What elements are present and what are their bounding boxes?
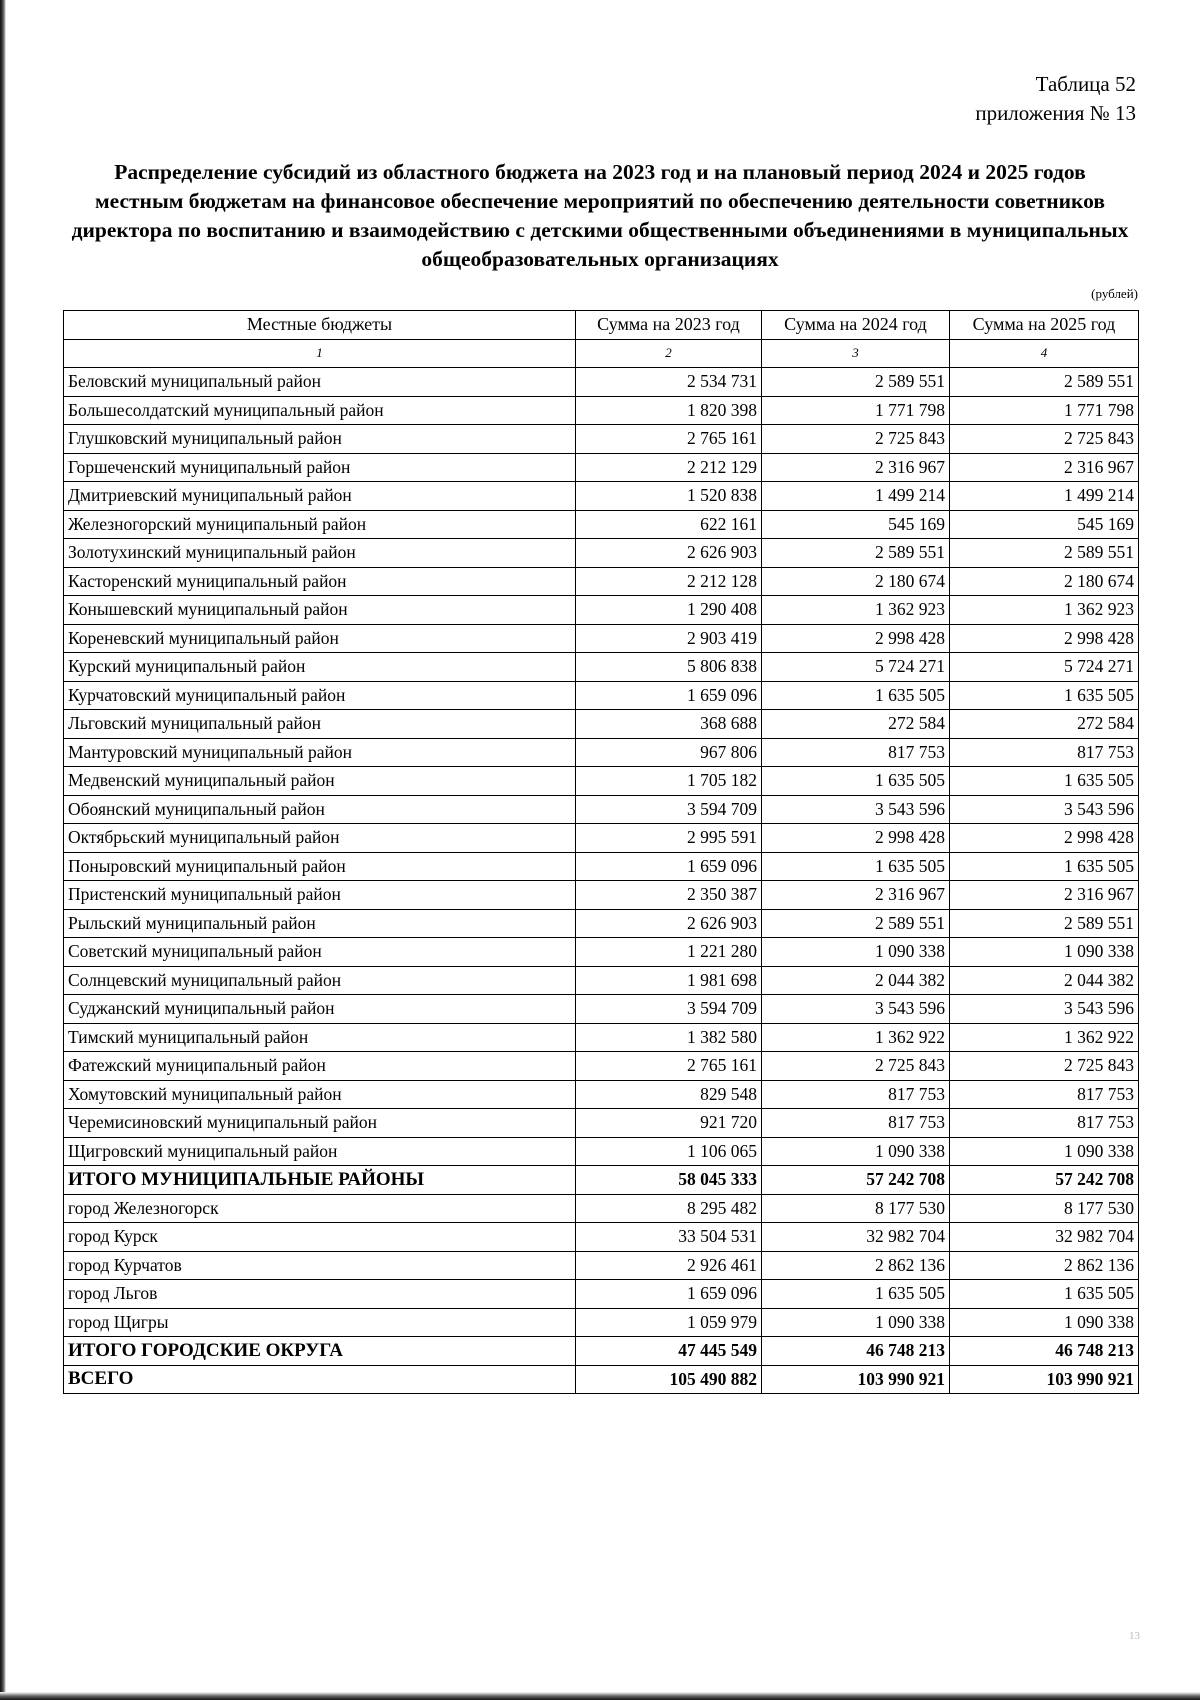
budget-name-cell: ИТОГО ГОРОДСКИЕ ОКРУГА — [64, 1337, 576, 1366]
amount-2024-cell: 103 990 921 — [762, 1365, 950, 1394]
amount-2025-cell: 2 316 967 — [950, 881, 1139, 910]
budget-name-cell: Поныровский муниципальный район — [64, 852, 576, 881]
amount-2024-cell: 1 635 505 — [762, 852, 950, 881]
budget-name-cell: ИТОГО МУНИЦИПАЛЬНЫЕ РАЙОНЫ — [64, 1166, 576, 1195]
column-header-2025: Сумма на 2025 год — [950, 311, 1139, 340]
amount-2023-cell: 2 765 161 — [576, 425, 762, 454]
table-row — [64, 1280, 1139, 1309]
header-row — [64, 311, 1139, 340]
amount-2025-cell: 272 584 — [950, 710, 1139, 739]
table-row — [64, 453, 1139, 482]
amount-2025-cell: 2 998 428 — [950, 824, 1139, 853]
column-number: 4 — [950, 339, 1139, 368]
table-row — [64, 1308, 1139, 1337]
table-row — [64, 1223, 1139, 1252]
budget-name-cell: Золотухинский муниципальный район — [64, 539, 576, 568]
amount-2023-cell: 1 221 280 — [576, 938, 762, 967]
budget-name-cell: Рыльский муниципальный район — [64, 909, 576, 938]
table-row — [64, 1194, 1139, 1223]
budget-name-cell: Глушковский муниципальный район — [64, 425, 576, 454]
amount-2023-cell: 2 626 903 — [576, 909, 762, 938]
budget-name-cell: Хомутовский муниципальный район — [64, 1080, 576, 1109]
amount-2025-cell: 2 998 428 — [950, 624, 1139, 653]
table-row — [64, 995, 1139, 1024]
amount-2023-cell: 2 212 129 — [576, 453, 762, 482]
table-row — [64, 824, 1139, 853]
amount-2024-cell: 8 177 530 — [762, 1194, 950, 1223]
amount-2025-cell: 1 362 923 — [950, 596, 1139, 625]
table-row — [64, 1251, 1139, 1280]
budget-name-cell: Тимский муниципальный район — [64, 1023, 576, 1052]
amount-2023-cell: 1 659 096 — [576, 1280, 762, 1309]
budget-name-cell: Мантуровский муниципальный район — [64, 738, 576, 767]
amount-2023-cell: 2 995 591 — [576, 824, 762, 853]
column-header-2023: Сумма на 2023 год — [576, 311, 762, 340]
amount-2025-cell: 8 177 530 — [950, 1194, 1139, 1223]
amount-2023-cell: 3 594 709 — [576, 995, 762, 1024]
amount-2023-cell: 2 903 419 — [576, 624, 762, 653]
amount-2024-cell: 5 724 271 — [762, 653, 950, 682]
amount-2024-cell: 1 635 505 — [762, 681, 950, 710]
amount-2024-cell: 1 771 798 — [762, 396, 950, 425]
amount-2024-cell: 2 180 674 — [762, 567, 950, 596]
page-mark: 13 — [1129, 1630, 1140, 1642]
table-row — [64, 624, 1139, 653]
table-row — [64, 482, 1139, 511]
amount-2025-cell: 5 724 271 — [950, 653, 1139, 682]
amount-2023-cell: 2 765 161 — [576, 1052, 762, 1081]
scan-edge-bottom — [0, 1692, 1200, 1700]
table-row — [64, 938, 1139, 967]
table-row — [64, 852, 1139, 881]
amount-2023-cell: 2 350 387 — [576, 881, 762, 910]
amount-2025-cell: 1 362 922 — [950, 1023, 1139, 1052]
amount-2024-cell: 2 044 382 — [762, 966, 950, 995]
document-title: Распределение субсидий из областного бюджета на 2023 год и на плановый период 2024 и 2025 годов местным бюджетам на финансовое обеспечение мероприятий по обеспечению деятельности советников директора по воспитанию и взаимодействию с детскими общественными объединениями в муниципальных общеобразовательных организациях — [71, 160, 1129, 271]
budget-name-cell: Курский муниципальный район — [64, 653, 576, 682]
amount-2025-cell: 817 753 — [950, 738, 1139, 767]
budget-name-cell: город Курчатов — [64, 1251, 576, 1280]
amount-2023-cell: 1 659 096 — [576, 852, 762, 881]
table-row — [64, 881, 1139, 910]
budget-name-cell: Льговский муниципальный район — [64, 710, 576, 739]
amount-2025-cell: 103 990 921 — [950, 1365, 1139, 1394]
total-row — [64, 1166, 1139, 1195]
amount-2023-cell: 368 688 — [576, 710, 762, 739]
amount-2025-cell: 545 169 — [950, 510, 1139, 539]
table-row — [64, 510, 1139, 539]
budget-name-cell: Пристенский муниципальный район — [64, 881, 576, 910]
budget-name-cell: ВСЕГО — [64, 1365, 576, 1394]
units-label: (рублей) — [1091, 286, 1138, 301]
table-row — [64, 539, 1139, 568]
amount-2023-cell: 33 504 531 — [576, 1223, 762, 1252]
amount-2024-cell: 2 316 967 — [762, 881, 950, 910]
amount-2023-cell: 1 705 182 — [576, 767, 762, 796]
document-header — [975, 70, 1136, 128]
table-row — [64, 1052, 1139, 1081]
amount-2024-cell: 1 362 923 — [762, 596, 950, 625]
amount-2024-cell: 1 090 338 — [762, 1308, 950, 1337]
budget-table — [63, 310, 1139, 1394]
amount-2025-cell: 1 771 798 — [950, 396, 1139, 425]
amount-2025-cell: 1 635 505 — [950, 1280, 1139, 1309]
amount-2024-cell: 1 090 338 — [762, 1137, 950, 1166]
amount-2024-cell: 2 316 967 — [762, 453, 950, 482]
amount-2025-cell: 1 090 338 — [950, 938, 1139, 967]
table-row — [64, 653, 1139, 682]
amount-2023-cell: 2 926 461 — [576, 1251, 762, 1280]
amount-2024-cell: 2 589 551 — [762, 368, 950, 397]
table-label: Таблица 52 — [1035, 72, 1136, 96]
amount-2025-cell: 1 635 505 — [950, 767, 1139, 796]
column-header-2024: Сумма на 2024 год — [762, 311, 950, 340]
budget-name-cell: Суджанский муниципальный район — [64, 995, 576, 1024]
amount-2024-cell: 1 635 505 — [762, 1280, 950, 1309]
amount-2025-cell: 2 725 843 — [950, 425, 1139, 454]
budget-name-cell: Черемисиновский муниципальный район — [64, 1109, 576, 1138]
table-row — [64, 767, 1139, 796]
amount-2024-cell: 1 090 338 — [762, 938, 950, 967]
amount-2025-cell: 2 316 967 — [950, 453, 1139, 482]
amount-2025-cell: 2 044 382 — [950, 966, 1139, 995]
total-row — [64, 1365, 1139, 1394]
amount-2025-cell: 57 242 708 — [950, 1166, 1139, 1195]
amount-2024-cell: 2 998 428 — [762, 824, 950, 853]
budget-name-cell: Щигровский муниципальный район — [64, 1137, 576, 1166]
table-row — [64, 909, 1139, 938]
table-row — [64, 1080, 1139, 1109]
amount-2024-cell: 1 635 505 — [762, 767, 950, 796]
amount-2024-cell: 817 753 — [762, 738, 950, 767]
amount-2025-cell: 2 180 674 — [950, 567, 1139, 596]
budget-name-cell: Курчатовский муниципальный район — [64, 681, 576, 710]
amount-2024-cell: 1 362 922 — [762, 1023, 950, 1052]
table-row — [64, 1137, 1139, 1166]
budget-name-cell: Большесолдатский муниципальный район — [64, 396, 576, 425]
budget-name-cell: Железногорский муниципальный район — [64, 510, 576, 539]
column-header-budgets: Местные бюджеты — [64, 311, 576, 340]
amount-2024-cell: 1 499 214 — [762, 482, 950, 511]
total-row — [64, 1337, 1139, 1366]
table-row — [64, 567, 1139, 596]
column-number: 2 — [576, 339, 762, 368]
table-row — [64, 368, 1139, 397]
budget-name-cell: Октябрьский муниципальный район — [64, 824, 576, 853]
amount-2024-cell: 817 753 — [762, 1109, 950, 1138]
amount-2023-cell: 2 534 731 — [576, 368, 762, 397]
budget-name-cell: Дмитриевский муниципальный район — [64, 482, 576, 511]
amount-2025-cell: 817 753 — [950, 1080, 1139, 1109]
budget-name-cell: Касторенский муниципальный район — [64, 567, 576, 596]
amount-2025-cell: 1 499 214 — [950, 482, 1139, 511]
budget-name-cell: Обоянский муниципальный район — [64, 795, 576, 824]
budget-name-cell: Горшеченский муниципальный район — [64, 453, 576, 482]
amount-2025-cell: 2 862 136 — [950, 1251, 1139, 1280]
budget-name-cell: Солнцевский муниципальный район — [64, 966, 576, 995]
amount-2025-cell: 1 090 338 — [950, 1308, 1139, 1337]
amount-2024-cell: 272 584 — [762, 710, 950, 739]
amount-2025-cell: 32 982 704 — [950, 1223, 1139, 1252]
column-number: 1 — [64, 339, 576, 368]
amount-2024-cell: 46 748 213 — [762, 1337, 950, 1366]
amount-2024-cell: 2 589 551 — [762, 539, 950, 568]
amount-2023-cell: 3 594 709 — [576, 795, 762, 824]
table-row — [64, 1023, 1139, 1052]
amount-2023-cell: 47 445 549 — [576, 1337, 762, 1366]
amount-2023-cell: 1 659 096 — [576, 681, 762, 710]
amount-2023-cell: 829 548 — [576, 1080, 762, 1109]
amount-2023-cell: 2 626 903 — [576, 539, 762, 568]
table-row — [64, 681, 1139, 710]
budget-name-cell: Беловский муниципальный район — [64, 368, 576, 397]
amount-2023-cell: 58 045 333 — [576, 1166, 762, 1195]
amount-2024-cell: 2 998 428 — [762, 624, 950, 653]
amount-2025-cell: 2 589 551 — [950, 909, 1139, 938]
amount-2025-cell: 2 725 843 — [950, 1052, 1139, 1081]
amount-2023-cell: 1 290 408 — [576, 596, 762, 625]
table-row — [64, 425, 1139, 454]
amount-2024-cell: 2 862 136 — [762, 1251, 950, 1280]
amount-2023-cell: 921 720 — [576, 1109, 762, 1138]
amount-2025-cell: 1 635 505 — [950, 681, 1139, 710]
amount-2024-cell: 817 753 — [762, 1080, 950, 1109]
amount-2025-cell: 2 589 551 — [950, 368, 1139, 397]
amount-2023-cell: 1 981 698 — [576, 966, 762, 995]
amount-2025-cell: 2 589 551 — [950, 539, 1139, 568]
amount-2023-cell: 1 059 979 — [576, 1308, 762, 1337]
amount-2023-cell: 1 520 838 — [576, 482, 762, 511]
amount-2025-cell: 1 090 338 — [950, 1137, 1139, 1166]
table-row — [64, 966, 1139, 995]
amount-2024-cell: 57 242 708 — [762, 1166, 950, 1195]
amount-2024-cell: 3 543 596 — [762, 995, 950, 1024]
amount-2025-cell: 1 635 505 — [950, 852, 1139, 881]
amount-2023-cell: 105 490 882 — [576, 1365, 762, 1394]
table-body — [64, 368, 1139, 1394]
amount-2024-cell: 545 169 — [762, 510, 950, 539]
table-row — [64, 710, 1139, 739]
amount-2024-cell: 2 725 843 — [762, 1052, 950, 1081]
column-number-row — [64, 339, 1139, 368]
amount-2023-cell: 1 820 398 — [576, 396, 762, 425]
amount-2024-cell: 2 725 843 — [762, 425, 950, 454]
amount-2023-cell: 8 295 482 — [576, 1194, 762, 1223]
budget-name-cell: Советский муниципальный район — [64, 938, 576, 967]
table-row — [64, 738, 1139, 767]
budget-name-cell: город Щигры — [64, 1308, 576, 1337]
amount-2023-cell: 967 806 — [576, 738, 762, 767]
amount-2024-cell: 32 982 704 — [762, 1223, 950, 1252]
column-number: 3 — [762, 339, 950, 368]
amount-2025-cell: 46 748 213 — [950, 1337, 1139, 1366]
amount-2023-cell: 2 212 128 — [576, 567, 762, 596]
budget-name-cell: Медвенский муниципальный район — [64, 767, 576, 796]
amount-2023-cell: 1 382 580 — [576, 1023, 762, 1052]
table-row — [64, 1109, 1139, 1138]
appendix-label: приложения № 13 — [975, 101, 1136, 125]
amount-2023-cell: 1 106 065 — [576, 1137, 762, 1166]
scan-edge-left — [0, 0, 6, 1700]
budget-name-cell: город Льгов — [64, 1280, 576, 1309]
amount-2025-cell: 3 543 596 — [950, 995, 1139, 1024]
budget-name-cell: город Курск — [64, 1223, 576, 1252]
budget-name-cell: город Железногорск — [64, 1194, 576, 1223]
amount-2025-cell: 3 543 596 — [950, 795, 1139, 824]
table-row — [64, 795, 1139, 824]
amount-2025-cell: 817 753 — [950, 1109, 1139, 1138]
budget-name-cell: Кореневский муниципальный район — [64, 624, 576, 653]
budget-name-cell: Фатежский муниципальный район — [64, 1052, 576, 1081]
amount-2024-cell: 3 543 596 — [762, 795, 950, 824]
amount-2024-cell: 2 589 551 — [762, 909, 950, 938]
budget-name-cell: Конышевский муниципальный район — [64, 596, 576, 625]
table-row — [64, 596, 1139, 625]
amount-2023-cell: 622 161 — [576, 510, 762, 539]
table-row — [64, 396, 1139, 425]
amount-2023-cell: 5 806 838 — [576, 653, 762, 682]
